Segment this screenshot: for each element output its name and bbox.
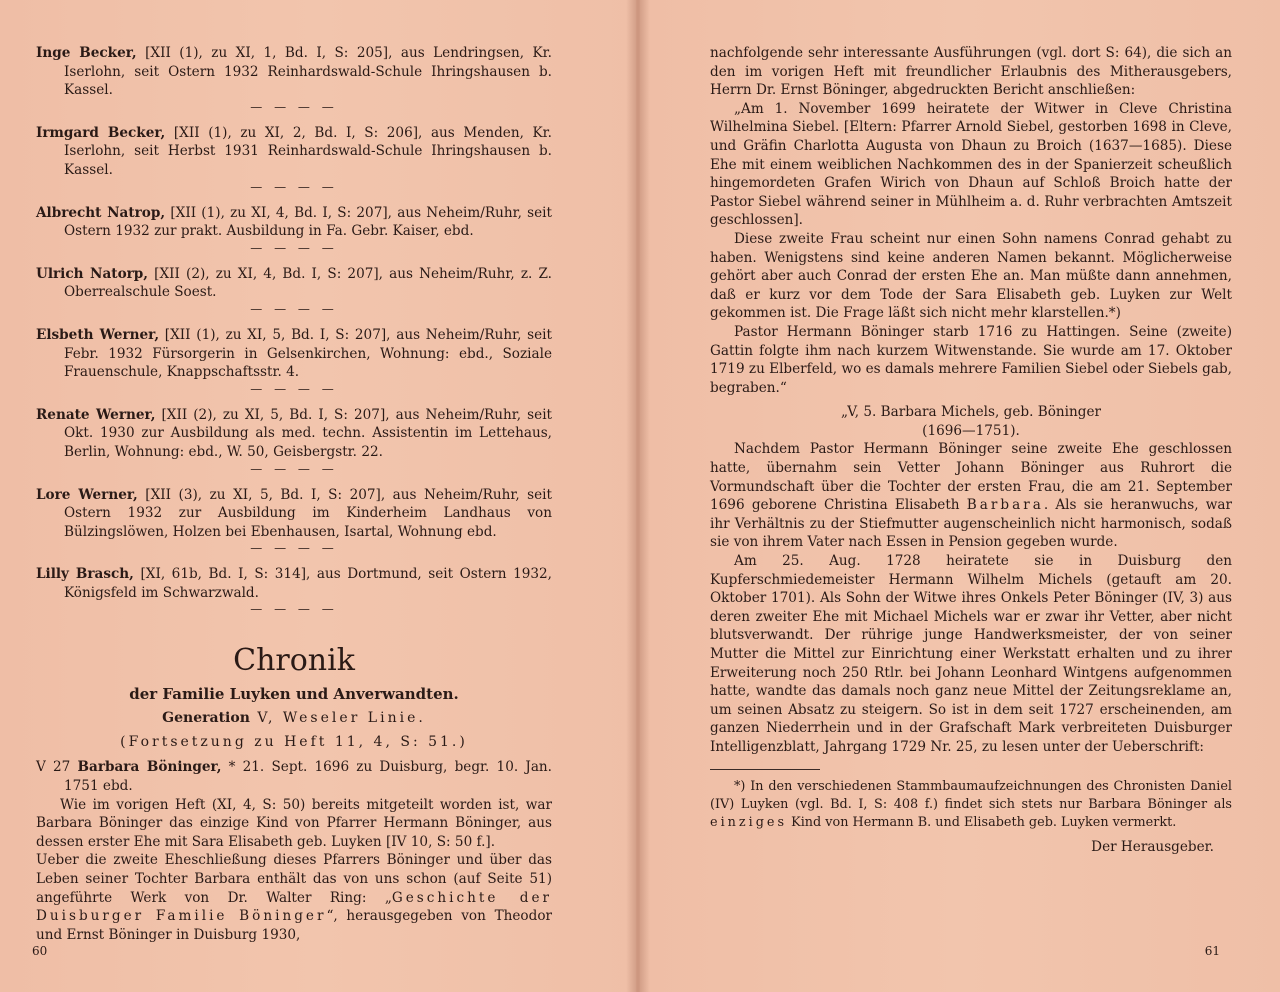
footnote-text: *) In den verschiedenen Stammbaumaufzeichnungen des Chronisten Daniel (IV) Luyken (vgl. Bd. I, S: 408 f.) findet sich stets nur Barbara Böninger als — [710, 778, 1232, 812]
spaced-word: einziges — [710, 814, 788, 830]
entry-text: [XII (1), zu XI, 4, Bd. I, S: 207], aus Neheim/Ruhr, seit Ostern 1932 zur prakt. Ausbildung in Fa. Gebr. Kaiser, ebd. — [64, 204, 552, 240]
paragraph — [710, 440, 1232, 552]
entry-name: Albrecht Natrop, — [36, 204, 166, 221]
entry-text: [XI, 61b, Bd. I, S: 314], aus Dortmund, seit Ostern 1932, Königsfeld im Schwarzwald. — [64, 566, 553, 601]
entry-ulrich-natorp — [36, 265, 552, 302]
entry-name: Lore Werner, — [36, 486, 138, 503]
entry-text: * 21. Sept. 1696 zu Duisburg, begr. 10. Jan. 1751 ebd. — [64, 759, 552, 795]
separator: — — — — — [250, 240, 338, 255]
entry-text: [XII (1), zu XI, 5, Bd. I, S: 207], aus Neheim/Ruhr, seit Febr. 1932 Fürsorgerin in Gelsenkirchen, Wohnung: ebd., Soziale Frauenschule, Knappschaftsstr. 4. — [64, 326, 552, 381]
continuation-note — [36, 732, 552, 752]
separator: — — — — — [250, 461, 338, 476]
paragraph-text: . Als sie heranwuchs, war ihr Verhältnis zu der Stiefmutter augenscheinlich nicht harmonisch, sodaß sie von ihrem Vater nach Essen in Pension gegeben wurde. — [710, 497, 1232, 551]
continuation-text: (Fortsetzung zu Heft 11, 4, S: 51.) — [120, 734, 468, 751]
generation-label: Generation — [162, 710, 250, 727]
left-page — [0, 0, 636, 992]
generation-text: V, Weseler Linie. — [249, 710, 426, 727]
separator: — — — — — [250, 179, 338, 194]
paragraph: nachfolgende sehr interessante Ausführungen (vgl. dort S: 64), die sich an den im vorigen Heft mit freundlicher Erlaubnis des Mitherausgebers, Herrn Dr. Ernst Böninger, abgedruckten Bericht anschließen: — [710, 45, 1232, 99]
separator: — — — — — [250, 602, 338, 617]
right-page — [640, 0, 1280, 992]
right-column — [710, 44, 1232, 856]
separator: — — — — — [250, 99, 338, 114]
chronik-title: Chronik — [233, 643, 355, 679]
entry-text: [XII (2), zu XI, 5, Bd. I, S: 207], aus Neheim/Ruhr, seit Okt. 1930 zur Ausbildung als med. techn. Assistentin im Lettehaus, Berlin, Wohnung: ebd., W. 50, Geisbergstr. 22. — [64, 406, 552, 460]
quote-paragraph: Diese zweite Frau scheint nur einen Sohn namens Conrad gehabt zu haben. Wenigstens sind keine anderen Namen bekannt. Möglicherweise gehört aber auch Conrad der ersten Ehe an. Man müßte dann annehmen, daß er kurz vor dem Tode der Sara Elisabeth geb. Luyken zur Welt gekommen ist. Die Frage läßt sich nicht mehr klarstellen.*) — [710, 230, 1232, 322]
entry-lilly-brasch — [36, 565, 552, 602]
separator: — — — — — [250, 381, 338, 396]
spaced-title: Geschichte der Duisburger Familie Böninger — [36, 889, 552, 925]
entry-irmgard-becker — [36, 124, 552, 180]
signature: Der Herausgeber. — [1091, 838, 1214, 855]
entry-lore-werner — [36, 486, 552, 542]
paragraph-text: “, herausgegeben von Theodor und Ernst Böninger in Duisburg 1930, — [36, 908, 553, 943]
quote-paragraph: „Am 1. November 1699 heiratete der Witwer in Cleve Christina Wilhelmina Siebel. [Eltern: Pfarrer Arnold Siebel, gestorben 1698 in Cleve, und Gräfin Charlotta Augusta von Dhaun zu Broich (1637—1685). Diese Ehe mit einem weiblichen Nachkommen des in der Spanierzeit scheußlich hingemordeten Grafen Wirich von Dhaun auf Schloß Broich hatte der Pastor Siebel während seiner in Mühlheim a. d. Ruhr verbrachten Amtszeit geschlossen]. — [710, 100, 1232, 229]
footnote-rule — [710, 769, 820, 770]
entry-renate-werner — [36, 406, 552, 462]
page-number: 61 — [1204, 944, 1220, 958]
entry-inge-becker — [36, 44, 552, 100]
entry-text: [XII (3), zu XI, 5, Bd. I, S: 207], aus Neheim/Ruhr, seit Ostern 1932 zur Ausbildung im Kinderheim Landhaus von Bülzingslöwen, Holzen bei Ebenhausen, Isartal, Wohnung ebd. — [64, 486, 552, 540]
paragraph — [36, 851, 552, 944]
entry-barbara-boeninger — [36, 758, 552, 795]
page-number: 60 — [32, 944, 48, 958]
entry-text: [XII (2), zu XI, 4, Bd. I, S: 207], aus Neheim/Ruhr, z. Z. Oberrealschule Soest. — [64, 265, 553, 301]
paragraph-text: Ueber die zweite Eheschließung dieses Pfarrers Böninger und über das Leben seiner Tochter Barbara enthält das von uns schon (auf Seite 51) angeführte Werk von Dr. Walter Ring: „ — [36, 852, 552, 906]
quote-paragraph: Pastor Hermann Böninger starb 1716 zu Hattingen. Seine (zweite) Gattin folgte ihm nach kurzem Witwenstande. Sie wurde am 17. Oktober 1719 zu Elberfeld, wo es damals mehrere Familien Siebel oder Siebels gab, begraben.“ — [710, 323, 1232, 396]
generation-line — [36, 708, 552, 728]
entry-name: Lilly Brasch, — [36, 566, 134, 583]
entry-name: Irmgard Becker, — [36, 124, 166, 141]
entry-name: Barbara Böninger, — [77, 759, 222, 776]
footnote — [710, 778, 1232, 832]
entry-name: Renate Werner, — [36, 406, 156, 423]
separator: — — — — — [250, 301, 338, 316]
separator: — — — — — [250, 541, 338, 556]
chronik-subtitle: der Familie Luyken und Anverwandten. — [129, 685, 459, 704]
entry-elsbeth-werner — [36, 326, 552, 382]
paragraph-text: Nachdem Pastor Hermann Böninger seine zweite Ehe geschlossen hatte, übernahm sein Vetter Johann Böninger aus Ruhrort die Vormundschaft über die Tochter der ersten Frau, die am 21. September 1696 geborene Christina Elisabeth — [710, 441, 1232, 514]
entry-name: Elsbeth Werner, — [36, 326, 160, 343]
entry-name: Ulrich Natorp, — [36, 265, 149, 282]
entry-name: Inge Becker, — [36, 45, 137, 61]
paragraph: Am 25. Aug. 1728 heiratete sie in Duisburg den Kupferschmiedemeister Hermann Wilhelm Michels (getauft am 20. Oktober 1701). Als Sohn der Witwe ihres Onkels Peter Böninger (IV, 3) aus deren zweiter Ehe mit Michael Michels war er zwar ihr Vetter, aber nicht blutsverwandt. Der rührige junge Handwerksmeister, der von seiner Mutter die Mittel zur Einrichtung einer Werkstatt erhalten und zu ihrer Erweiterung noch 250 Rtlr. bei Johann Leonhard Wintgens aufgenommen hatte, wandte das damals noch ganz neue Mittel der Zeitungsreklame an, um seinen Absatz zu steigern. So ist in dem seit 1727 erscheinenden, am ganzen Niederrhein und in der Grafschaft Mark verbreiteten Duisburger Intelligenzblatt, Jahrgang 1729 Nr. 25, zu lesen unter der Ueberschrift: — [710, 553, 1232, 755]
left-column — [36, 44, 552, 944]
footnote-text: Kind von Hermann B. und Elisabeth geb. Luyken vermerkt. — [787, 814, 1177, 830]
entry-text: [XII (1), zu XI, 2, Bd. I, S: 206], aus Menden, Kr. Iserlohn, seit Herbst 1931 Reinhardswald-Schule Ihringshausen b. Kassel. — [64, 124, 552, 178]
spaced-name: Barbara — [966, 497, 1044, 514]
entry-text: [XII (1), zu XI, 1, Bd. I, S: 205], aus Lendringsen, Kr. Iserlohn, seit Ostern 1932 Reinhardswald-Schule Ihringshausen b. Kassel. — [64, 45, 552, 99]
entry-albrecht-natrop — [36, 204, 552, 241]
book-gutter — [626, 0, 650, 992]
paragraph: Wie im vorigen Heft (XI, 4, S: 50) bereits mitgeteilt worden ist, war Barbara Böninger das einzige Kind von Pfarrer Hermann Böninger, aus dessen erster Ehe mit Sara Elisabeth geb. Luyken [IV 10, S: 50 f.]. — [36, 796, 552, 850]
section-heading: „V, 5. Barbara Michels, geb. Böninger — [840, 404, 1101, 421]
section-heading-dates: (1696—1751). — [922, 422, 1020, 439]
entry-prefix: V 27 — [36, 759, 78, 776]
